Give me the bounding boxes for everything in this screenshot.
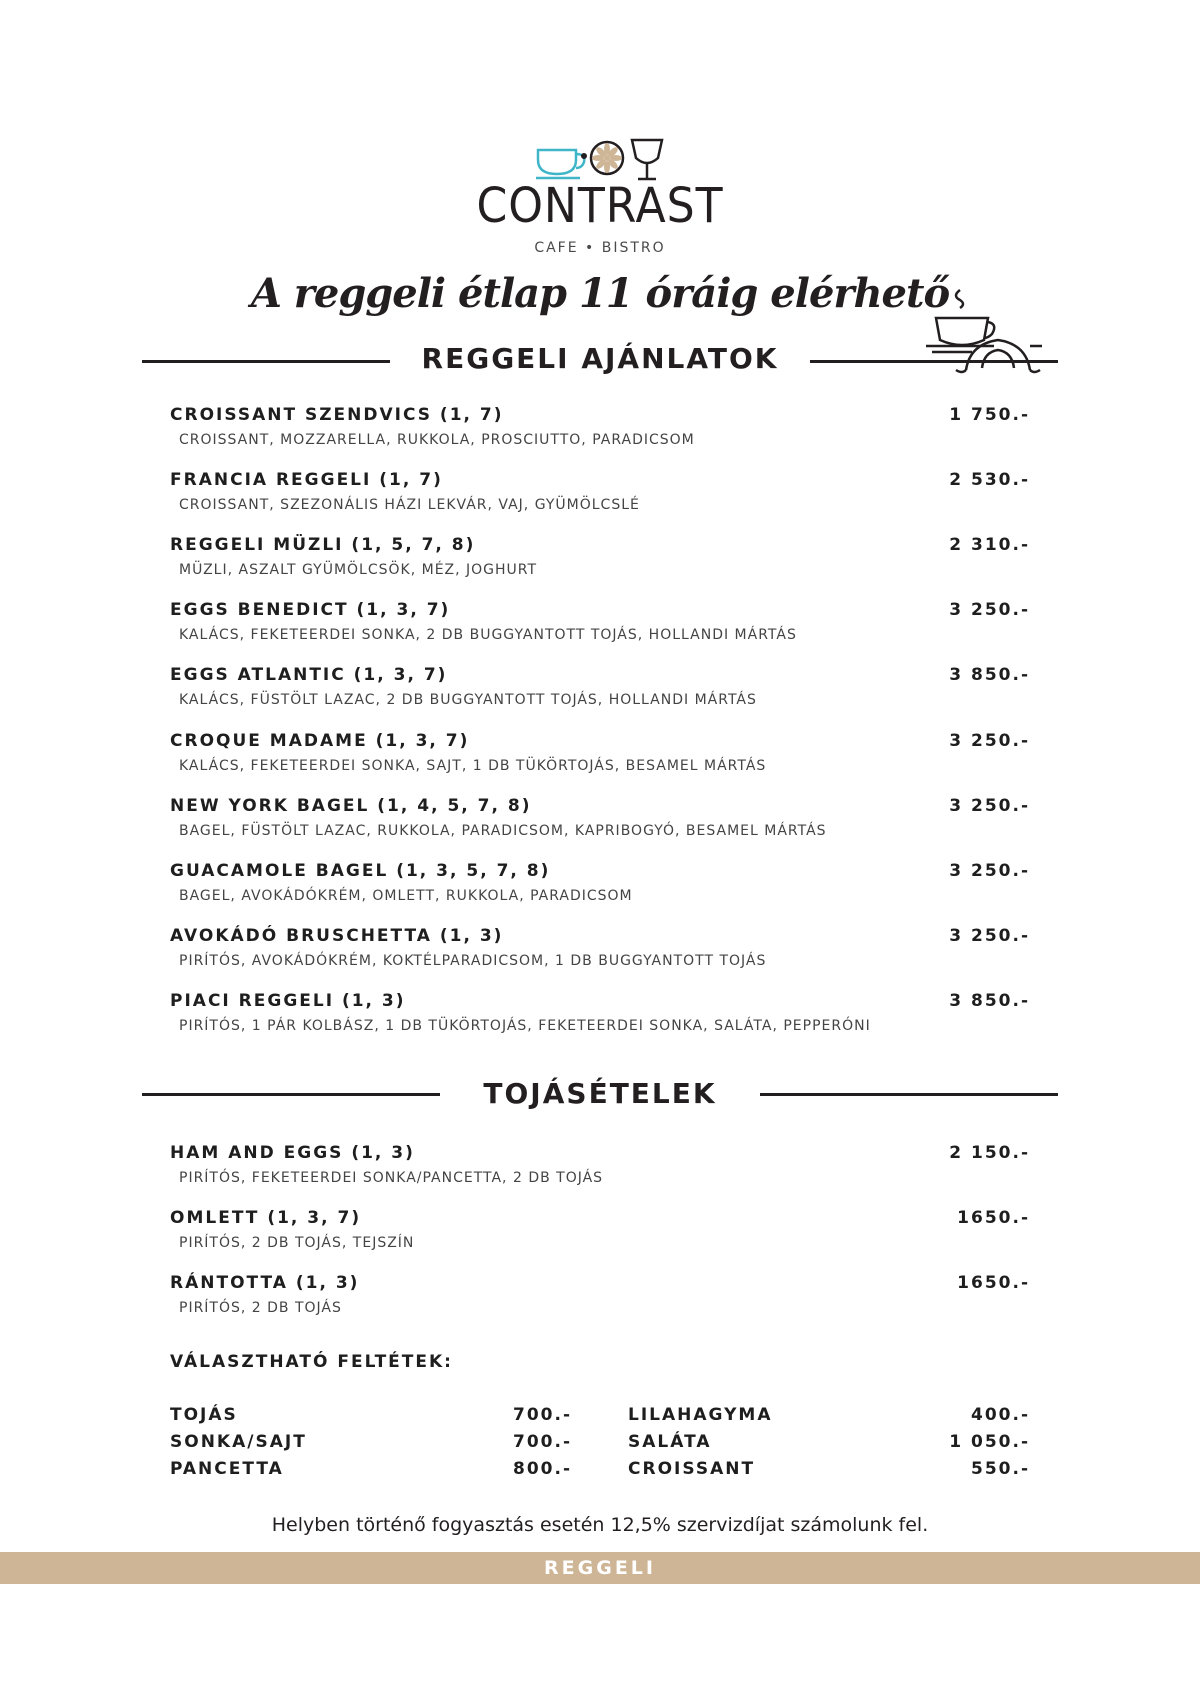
topping-name: SONKA/SAJT xyxy=(170,1432,307,1452)
item-description: MÜZLI, ASZALT GYÜMÖLCSÖK, MÉZ, JOGHURT xyxy=(179,562,538,578)
menu-item xyxy=(170,991,1030,1034)
item-name: CROQUE MADAME (1, 3, 7) xyxy=(170,731,470,751)
item-price: 3 850.- xyxy=(949,665,1030,685)
menu-item xyxy=(170,731,1030,774)
divider-line xyxy=(810,360,1058,363)
item-description: PIRÍTÓS, 1 PÁR KOLBÁSZ, 1 DB TÜKÖRTOJÁS, FEKETEERDEI SONKA, SALÁTA, PEPPERÓNI xyxy=(179,1018,871,1034)
footer-label: REGGELI xyxy=(544,1557,656,1579)
item-name: EGGS BENEDICT (1, 3, 7) xyxy=(170,600,451,620)
menu-item xyxy=(170,1208,1030,1251)
item-price: 1650.- xyxy=(957,1208,1030,1228)
topping-row xyxy=(170,1432,572,1456)
item-name: REGGELI MÜZLI (1, 5, 7, 8) xyxy=(170,535,476,555)
item-name: AVOKÁDÓ BRUSCHETTA (1, 3) xyxy=(170,926,504,946)
topping-price: 700.- xyxy=(513,1432,572,1452)
topping-name: TOJÁS xyxy=(170,1405,238,1425)
item-description: BAGEL, FÜSTÖLT LAZAC, RUKKOLA, PARADICSOM, KAPRIBOGYÓ, BESAMEL MÁRTÁS xyxy=(179,823,827,839)
footer-bar xyxy=(0,1552,1200,1584)
topping-row xyxy=(628,1459,1030,1483)
logo-icons xyxy=(536,138,666,182)
item-price: 3 250.- xyxy=(949,926,1030,946)
item-price: 1 750.- xyxy=(949,405,1030,425)
item-price: 3 250.- xyxy=(949,861,1030,881)
item-description: KALÁCS, FEKETEERDEI SONKA, SAJT, 1 DB TÜKÖRTOJÁS, BESAMEL MÁRTÁS xyxy=(179,758,767,774)
topping-name: LILAHAGYMA xyxy=(628,1405,773,1425)
menu-item xyxy=(170,405,1030,448)
service-charge-note: Helyben történő fogyasztás esetén 12,5% szervizdíjat számolunk fel. xyxy=(271,1514,929,1536)
item-description: CROISSANT, MOZZARELLA, RUKKOLA, PROSCIUTTO, PARADICSOM xyxy=(179,432,695,448)
item-description: PIRÍTÓS, FEKETEERDEI SONKA/PANCETTA, 2 DB TOJÁS xyxy=(179,1170,604,1186)
item-name: CROISSANT SZENDVICS (1, 7) xyxy=(170,405,504,425)
coffee-croissant-icon xyxy=(922,288,1042,378)
menu-item xyxy=(170,665,1030,708)
section-title-reggeli-ajanlatok: REGGELI AJÁNLATOK xyxy=(421,342,779,375)
menu-item xyxy=(170,535,1030,578)
item-price: 3 850.- xyxy=(949,991,1030,1011)
divider-line xyxy=(760,1093,1058,1096)
item-description: CROISSANT, SZEZONÁLIS HÁZI LEKVÁR, VAJ, GYÜMÖLCSLÉ xyxy=(179,497,640,513)
item-price: 3 250.- xyxy=(949,600,1030,620)
menu-item xyxy=(170,600,1030,643)
item-description: BAGEL, AVOKÁDÓKRÉM, OMLETT, RUKKOLA, PARADICSOM xyxy=(179,888,633,904)
divider-line xyxy=(142,1093,440,1096)
item-name: HAM AND EGGS (1, 3) xyxy=(170,1143,415,1163)
menu-item xyxy=(170,470,1030,513)
item-price: 2 530.- xyxy=(949,470,1030,490)
topping-price: 700.- xyxy=(513,1405,572,1425)
item-price: 1650.- xyxy=(957,1273,1030,1293)
tagline: A reggeli étlap 11 óráig elérhető xyxy=(250,270,950,317)
item-name: RÁNTOTTA (1, 3) xyxy=(170,1273,360,1293)
item-name: FRANCIA REGGELI (1, 7) xyxy=(170,470,443,490)
item-name: PIACI REGGELI (1, 3) xyxy=(170,991,406,1011)
topping-price: 550.- xyxy=(971,1459,1030,1479)
item-name: EGGS ATLANTIC (1, 3, 7) xyxy=(170,665,448,685)
topping-row xyxy=(628,1405,1030,1429)
wine-glass-icon xyxy=(632,140,662,179)
brand-subtitle: CAFE • BISTRO xyxy=(534,240,666,256)
menu-item xyxy=(170,861,1030,904)
menu-item xyxy=(170,1143,1030,1186)
item-description: KALÁCS, FÜSTÖLT LAZAC, 2 DB BUGGYANTOTT TOJÁS, HOLLANDI MÁRTÁS xyxy=(179,692,757,708)
menu-item xyxy=(170,926,1030,969)
item-price: 3 250.- xyxy=(949,731,1030,751)
item-name: OMLETT (1, 3, 7) xyxy=(170,1208,362,1228)
topping-price: 800.- xyxy=(513,1459,572,1479)
topping-row xyxy=(170,1405,572,1429)
divider-line xyxy=(142,360,390,363)
item-name: GUACAMOLE BAGEL (1, 3, 5, 7, 8) xyxy=(170,861,551,881)
topping-row xyxy=(628,1432,1030,1456)
menu-item xyxy=(170,1273,1030,1316)
topping-price: 1 050.- xyxy=(949,1432,1030,1452)
item-description: PIRÍTÓS, 2 DB TOJÁS xyxy=(179,1300,342,1316)
topping-name: CROISSANT xyxy=(628,1459,756,1479)
item-price: 2 310.- xyxy=(949,535,1030,555)
flower-wheel-icon xyxy=(591,142,623,174)
menu-item xyxy=(170,796,1030,839)
item-description: KALÁCS, FEKETEERDEI SONKA, 2 DB BUGGYANTOTT TOJÁS, HOLLANDI MÁRTÁS xyxy=(179,627,797,643)
item-price: 3 250.- xyxy=(949,796,1030,816)
item-description: PIRÍTÓS, AVOKÁDÓKRÉM, KOKTÉLPARADICSOM, 1 DB BUGGYANTOTT TOJÁS xyxy=(179,953,767,969)
section-title-tojasetelek: TOJÁSÉTELEK xyxy=(483,1077,717,1110)
coffee-cup-icon xyxy=(536,150,584,178)
item-description: PIRÍTÓS, 2 DB TOJÁS, TEJSZÍN xyxy=(179,1235,415,1251)
topping-name: PANCETTA xyxy=(170,1459,284,1479)
brand-name: CONTRAST xyxy=(476,178,724,234)
topping-name: SALÁTA xyxy=(628,1432,712,1452)
toppings-heading: VÁLASZTHATÓ FELTÉTEK: xyxy=(170,1352,453,1372)
item-name: NEW YORK BAGEL (1, 4, 5, 7, 8) xyxy=(170,796,532,816)
topping-row xyxy=(170,1459,572,1483)
topping-price: 400.- xyxy=(971,1405,1030,1425)
item-price: 2 150.- xyxy=(949,1143,1030,1163)
